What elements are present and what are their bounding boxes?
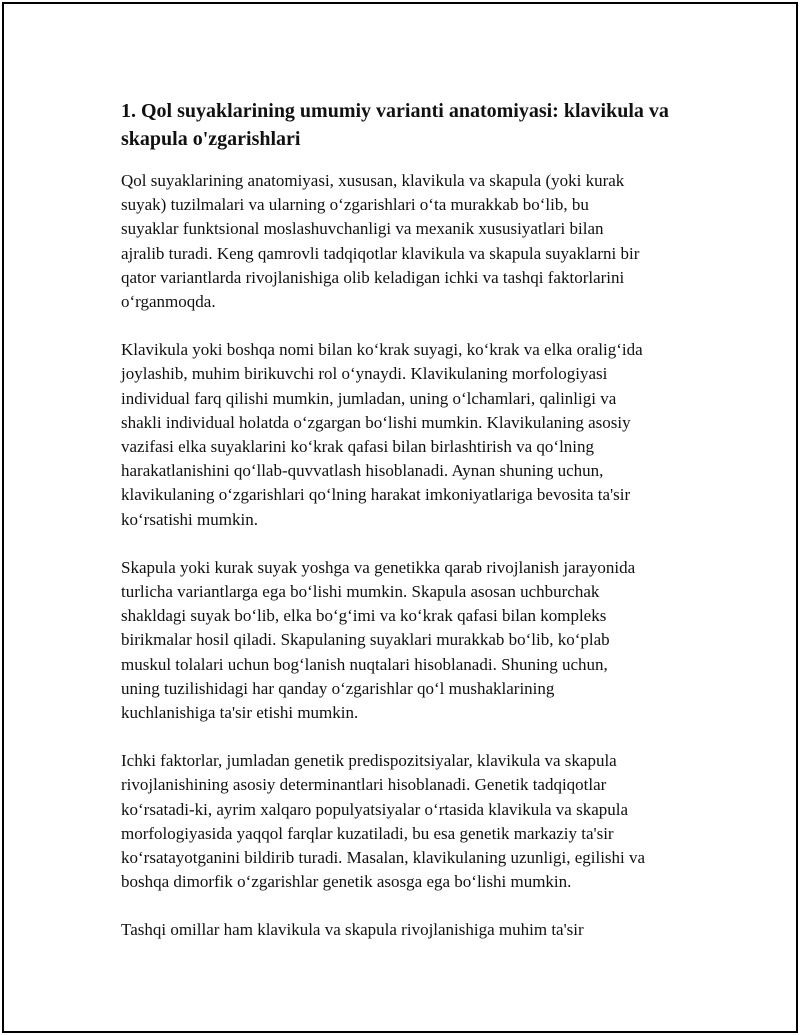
- paragraph-3: Skapula yoki kurak suyak yoshga va genetikka qarab rivojlanish jarayonida turlicha variantlarga ega boʻlishi mumkin. Skapula asosan uchburchak shakldagi suyak boʻlib, elka boʻgʻimi va koʻkrak qafasi bilan kompleks birikmalar hosil qiladi. Skapulaning suyaklari murakkab boʻlib, koʻplab muskul tolalari uchun bogʻlanish nuqtalari hisoblanadi. Shuning uchun, uning tuzilishidagi har qanday oʻzgarishlar qoʻl mushaklarining kuchlanishiga ta'sir etishi mumkin.: [121, 557, 636, 723]
- paragraph-2: Klavikula yoki boshqa nomi bilan koʻkrak suyagi, koʻkrak va elka oraligʻida joylashib, muhim birikuvchi rol oʻynaydi. Klavikulaning morfologiyasi individual farq qilishi mumkin, jumladan, uning oʻlchamlari, qalinligi va shakli individual holatda oʻzgargan boʻlishi mumkin. Klavikulaning asosiy vazifasi elka suyaklarini koʻkrak qafasi bilan birlashtirish va qoʻlning harakatlanishini qoʻllab-quvvatlash hisoblanadi. Aynan shuning uchun, klavikulaning oʻzgarishlari qoʻlning harakat imkoniyatlariga bevosita ta'sir koʻrsatishi mumkin.: [121, 340, 643, 529]
- paragraph-1: Qol suyaklarining anatomiyasi, xususan, klavikula va skapula (yoki kurak suyak) tuzilmalari va ularning oʻzgarishlari oʻta murakkab boʻlib, bu suyaklar funktsional moslashuvchanligi va mexanik xususiyatlari bilan ajralib turadi. Keng qamrovli tadqiqotlar klavikula va skapula suyaklarni bir qator variantlarda rivojlanishiga olib keladigan ichki va tashqi faktorlarini oʻrganmoqda.: [121, 171, 640, 312]
- paragraph-4: Ichki faktorlar, jumladan genetik predispozitsiyalar, klavikula va skapula rivojlanishining asosiy determinantlari hisoblanadi. Genetik tadqiqotlar koʻrsatadi-ki, ayrim xalqaro populyatsiyalar oʻrtasida klavikula va skapula morfologiyasida yaqqol farqlar kuzatiladi, bu esa genetik markaziy ta'sir koʻrsatayotganini bildirib turadi. Masalan, klavikulaning uzunligi, egilishi va boshqa dimorfik oʻzgarishlar genetik asosga ega boʻlishi mumkin.: [121, 751, 646, 892]
- document-page: [2, 2, 798, 1033]
- paragraph-5: Tashqi omillar ham klavikula va skapula rivojlanishiga muhim ta'sir: [121, 920, 584, 940]
- document-body: [121, 97, 693, 967]
- section-heading: 1. Qol suyaklarining umumiy varianti anatomiyasi: klavikula va skapula o'zgarishlari: [121, 100, 669, 150]
